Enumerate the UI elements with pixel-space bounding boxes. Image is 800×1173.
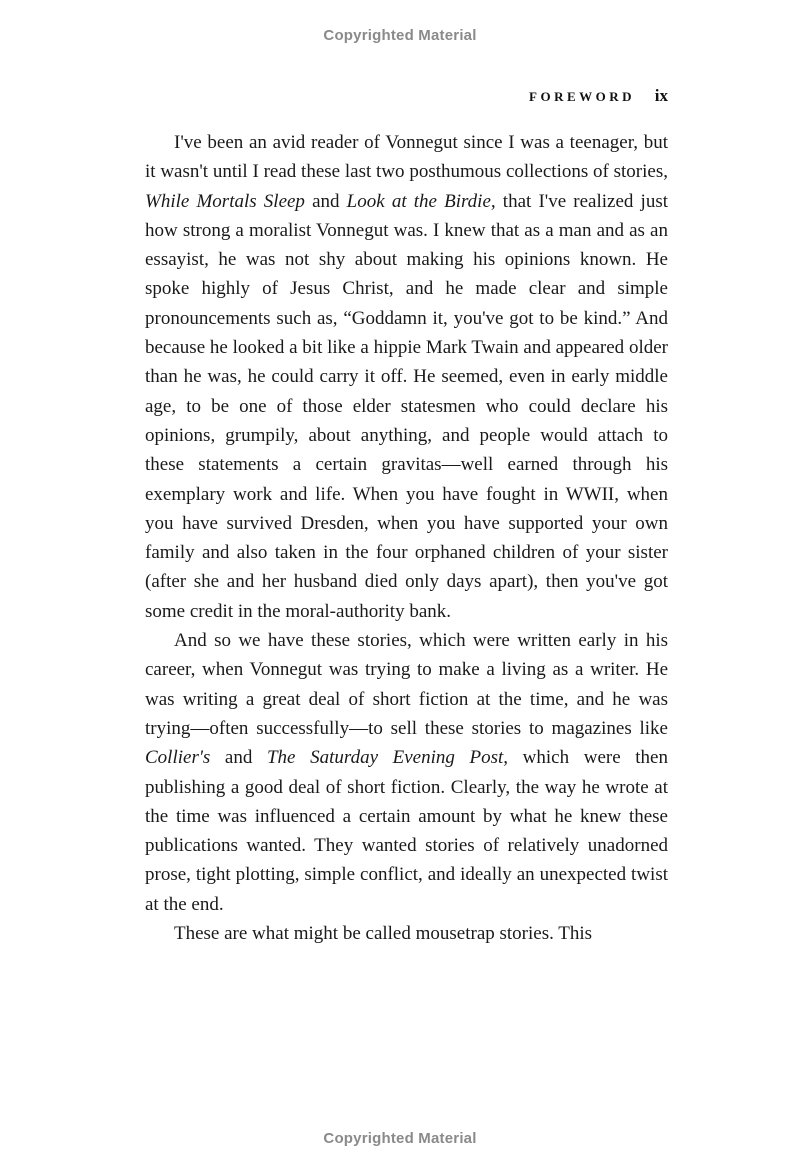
text-segment: And so we have these stories, which were written early in his career, when Vonnegut was trying to make a living as a writer. He was writing a great deal of short fiction at the time, and he was trying—often successfully—to sell these stories to magazines like: [145, 630, 668, 739]
text-segment: and: [304, 190, 347, 212]
copyright-watermark-bottom: Copyrighted Material: [323, 1130, 477, 1147]
paragraph-1: [145, 128, 668, 626]
section-title: FOREWORD: [529, 89, 636, 104]
text-segment: These are what might be called mousetrap stories. This: [174, 923, 593, 945]
book-title-italic: While Mortals Sleep: [145, 190, 305, 212]
running-head: [529, 86, 668, 106]
page-number: ix: [654, 86, 668, 105]
paragraph-2: [145, 626, 668, 919]
magazine-title-italic: The Saturday Evening Post,: [266, 747, 509, 769]
magazine-title-italic: Collier's: [145, 747, 211, 769]
text-segment: and: [210, 747, 267, 769]
body-text: [145, 128, 668, 948]
text-segment: which were then publishing a good deal of short fiction. Clearly, the way he wrote at the time was influenced a certain amount by what he knew these publications wanted. They wanted stories of relatively unadorned prose, tight plotting, simple conflict, and ideally an unexpected twist at the end.: [145, 747, 668, 915]
text-segment: that I've realized just how strong a moralist Vonnegut was. I knew that as a man and as an essayist, he was not shy about making his opinions known. He spoke highly of Jesus Christ, and he made clear and simple pronouncements such as, “Goddamn it, you've got to be kind.” And because he looked a bit like a hippie Mark Twain and appeared older than he was, he could carry it off. He seemed, even in early middle age, to be one of those elder statesmen who could declare his opinions, grumpily, about anything, and people would attach to these statements a certain gravitas—well earned through his exemplary work and life. When you have fought in WWII, when you have survived Dresden, when you have supported your own family and also taken in the four orphaned children of your sister (after she and her husband died only days apart), then you've got some credit in the moral-authority bank.: [145, 190, 668, 622]
copyright-watermark-top: Copyrighted Material: [323, 27, 477, 44]
paragraph-3: [145, 919, 668, 948]
book-title-italic: Look at the Birdie,: [346, 190, 496, 212]
text-segment: I've been an avid reader of Vonnegut since I was a teenager, but it wasn't until I read these last two posthumous collections of stories,: [145, 132, 668, 183]
